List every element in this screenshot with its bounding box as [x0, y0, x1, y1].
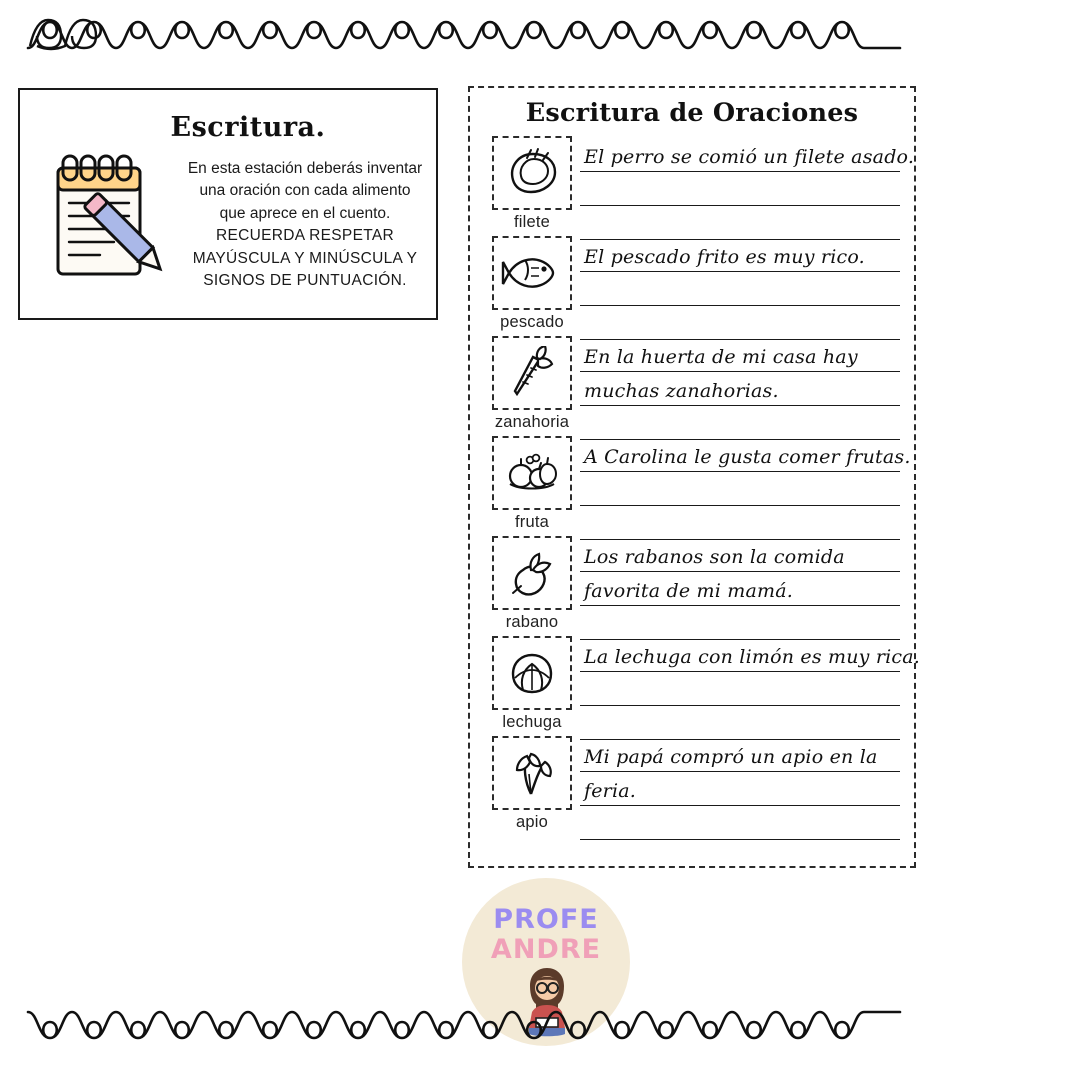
writing-line[interactable] — [580, 638, 921, 672]
writing-line[interactable] — [580, 772, 900, 806]
logo-line-2: ANDRE — [490, 934, 602, 965]
writing-line[interactable] — [580, 672, 900, 706]
writing-line[interactable] — [580, 606, 900, 640]
picture-label: zanahoria — [494, 413, 570, 431]
writing-lines[interactable] — [580, 636, 921, 740]
worksheet-row — [470, 336, 914, 436]
picture-label: lechuga — [502, 713, 562, 731]
handwritten-text: feria. — [584, 780, 637, 802]
instruction-line-5: SIGNOS DE PUNTUACIÓN. — [203, 272, 407, 290]
worksheet-row — [470, 236, 914, 336]
writing-line[interactable] — [580, 406, 900, 440]
picture-box — [492, 536, 572, 610]
writing-lines[interactable] — [580, 736, 914, 840]
writing-line[interactable] — [580, 338, 900, 372]
worksheet-rows — [470, 136, 921, 836]
writing-line[interactable] — [580, 506, 900, 540]
writing-line[interactable] — [580, 238, 900, 272]
instruction-line-3: RECUERDA RESPETAR — [216, 227, 394, 245]
handwritten-text: La lechuga con limón es muy rica. — [584, 646, 921, 668]
handwritten-text: Los rabanos son la comida — [584, 546, 845, 568]
picture-column — [484, 436, 580, 532]
worksheet-row — [470, 136, 914, 236]
instruction-text — [180, 158, 430, 293]
picture-label: filete — [513, 213, 551, 231]
notepad-pencil-icon — [44, 146, 169, 296]
worksheet-row — [470, 536, 914, 636]
writing-line[interactable] — [580, 138, 915, 172]
picture-label: apio — [516, 813, 548, 831]
handwritten-text: favorita de mi mamá. — [584, 580, 794, 602]
writing-line[interactable] — [580, 538, 900, 572]
instruction-line-0: En esta estación deberás inventar — [187, 160, 423, 177]
worksheet-title: Escritura de Oraciones — [525, 98, 859, 128]
writing-lines[interactable] — [580, 536, 914, 640]
instruction-line-4: MAYÚSCULA Y MINÚSCULA Y — [192, 249, 418, 267]
picture-column — [484, 636, 580, 732]
writing-line[interactable] — [580, 738, 900, 772]
steak-icon — [501, 146, 563, 200]
picture-box — [492, 236, 572, 310]
fruit-basket-icon — [501, 446, 563, 500]
writing-lines[interactable] — [580, 336, 914, 440]
carrot-icon — [501, 346, 563, 400]
fish-icon — [501, 246, 563, 300]
picture-box — [492, 636, 572, 710]
writing-line[interactable] — [580, 706, 900, 740]
picture-box — [492, 136, 572, 210]
writing-lines[interactable] — [580, 436, 914, 540]
picture-box — [492, 736, 572, 810]
worksheet-row — [470, 736, 914, 836]
handwritten-text: En la huerta de mi casa hay — [584, 346, 858, 368]
top-loopy-border — [0, 8, 1080, 68]
instruction-line-1: una oración con cada alimento — [199, 182, 411, 200]
instruction-title: Escritura. — [170, 112, 326, 143]
picture-label: rabano — [505, 613, 559, 631]
handwritten-text: El pescado frito es muy rico. — [584, 246, 865, 268]
writing-line[interactable] — [580, 206, 900, 240]
writing-lines[interactable] — [580, 136, 914, 240]
picture-label: fruta — [514, 513, 550, 531]
worksheet-panel — [468, 86, 921, 868]
picture-column — [484, 736, 580, 832]
teacher-avatar-icon — [516, 964, 578, 1038]
writing-line[interactable] — [580, 572, 900, 606]
writing-line[interactable] — [580, 372, 900, 406]
picture-column — [484, 336, 580, 432]
celery-icon — [501, 746, 563, 800]
picture-label: pescado — [500, 313, 564, 331]
handwritten-text: El perro se comió un filete asado. — [584, 146, 915, 168]
worksheet-row — [470, 636, 921, 736]
writing-lines[interactable] — [580, 236, 914, 340]
writing-line[interactable] — [580, 172, 900, 206]
picture-column — [484, 536, 580, 632]
instruction-card — [18, 88, 438, 320]
picture-column — [484, 136, 580, 232]
radish-icon — [501, 546, 563, 600]
writing-line[interactable] — [580, 306, 900, 340]
brand-logo — [462, 878, 630, 1046]
picture-column — [484, 236, 580, 332]
picture-box — [492, 436, 572, 510]
lettuce-icon — [501, 646, 563, 700]
instruction-line-2: que aprece en el cuento. — [219, 204, 391, 222]
handwritten-text: muchas zanahorias. — [584, 380, 779, 402]
writing-line[interactable] — [580, 438, 911, 472]
picture-box — [492, 336, 572, 410]
worksheet-row — [470, 436, 914, 536]
writing-line[interactable] — [580, 806, 900, 840]
logo-line-1: PROFE — [493, 904, 599, 935]
writing-line[interactable] — [580, 472, 900, 506]
handwritten-text: A Carolina le gusta comer frutas. — [584, 446, 911, 468]
writing-line[interactable] — [580, 272, 900, 306]
handwritten-text: Mi papá compró un apio en la — [584, 746, 878, 768]
